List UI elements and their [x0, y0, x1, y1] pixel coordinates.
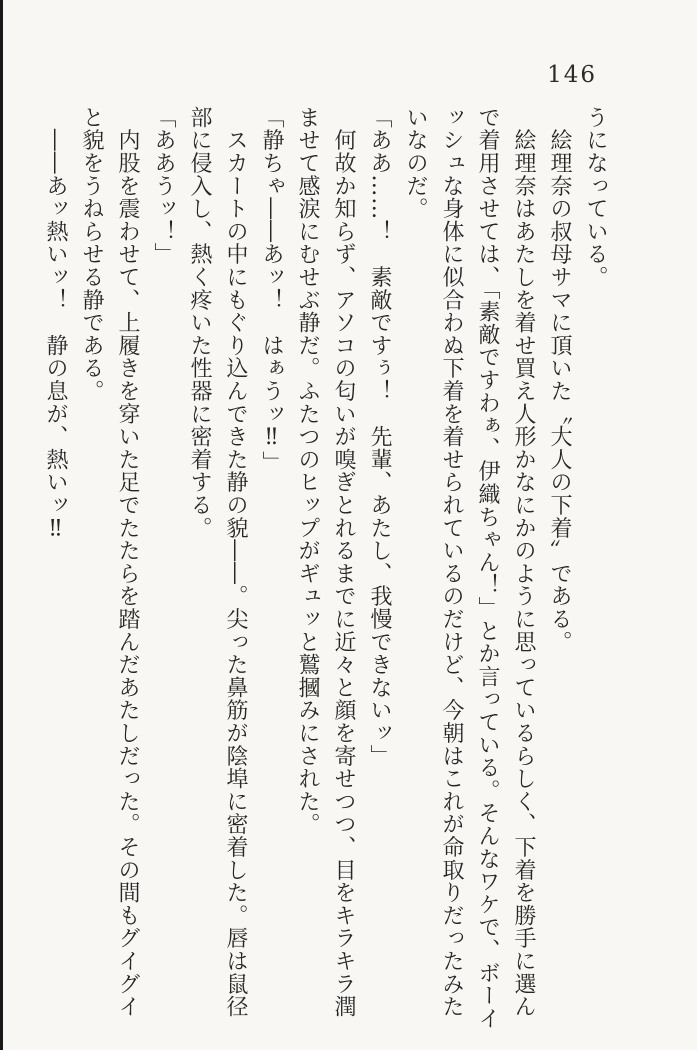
text-line: うになっている。 [583, 106, 608, 289]
page-number: 146 [547, 62, 597, 88]
text-line: 絵理奈の叔母サマに頂いた〝大人の下着〟である。 [547, 106, 572, 654]
scan-edge-artifact [0, 0, 3, 1050]
text-line: ッシュな身体に似合わぬ下着を着せられているのだけど、今朝はこれが命取りだったみた [439, 106, 464, 1018]
text-line: 絵理奈はあたしを着せ買え人形かなにかのように思っているらしく、下着を勝手に選ん [511, 106, 536, 1018]
text-line: 内股を震わせて、上履きを穿いた足でたたらを踏んだあたしだった。その間もグイグイ [115, 106, 140, 1018]
text-line: ませて感涙にむせぶ静だ。ふたつのヒップがギュッと鷲摑みにされた。 [295, 106, 320, 836]
text-line: いなのだ。 [403, 106, 428, 220]
text-line: ――あッ熱いッ！ 静の息が、熱いッ‼ [43, 106, 68, 543]
text-line: で着用させては、「素敵ですわぁ、伊織ちゃん！」とか言っている。そんなワケで、ボーイ [475, 106, 500, 1030]
text-line: 部に侵入し、熱く疼いた性器に密着する。 [187, 106, 212, 540]
text-columns [37, 106, 613, 1030]
text-line: と貌をうねらせる静である。 [79, 106, 104, 403]
text-line: 「ああ……！ 素敵ですぅ！ 先輩、あたし、我慢できないッ」 [367, 106, 392, 768]
text-line: 何故か知らず、アソコの匂いが嗅ぎとれるまでに近々と顔を寄せつつ、目をキラキラ潤 [331, 106, 356, 1018]
text-line: スカートの中にもぐり込んできた静の貌――。尖った鼻筋が陰埠に密着した。唇は鼠径 [223, 106, 248, 1018]
text-line: 「ああうッ！」 [151, 106, 176, 266]
text-line: 「静ちゃ――あッ！ はぁうッ‼」 [259, 106, 284, 474]
